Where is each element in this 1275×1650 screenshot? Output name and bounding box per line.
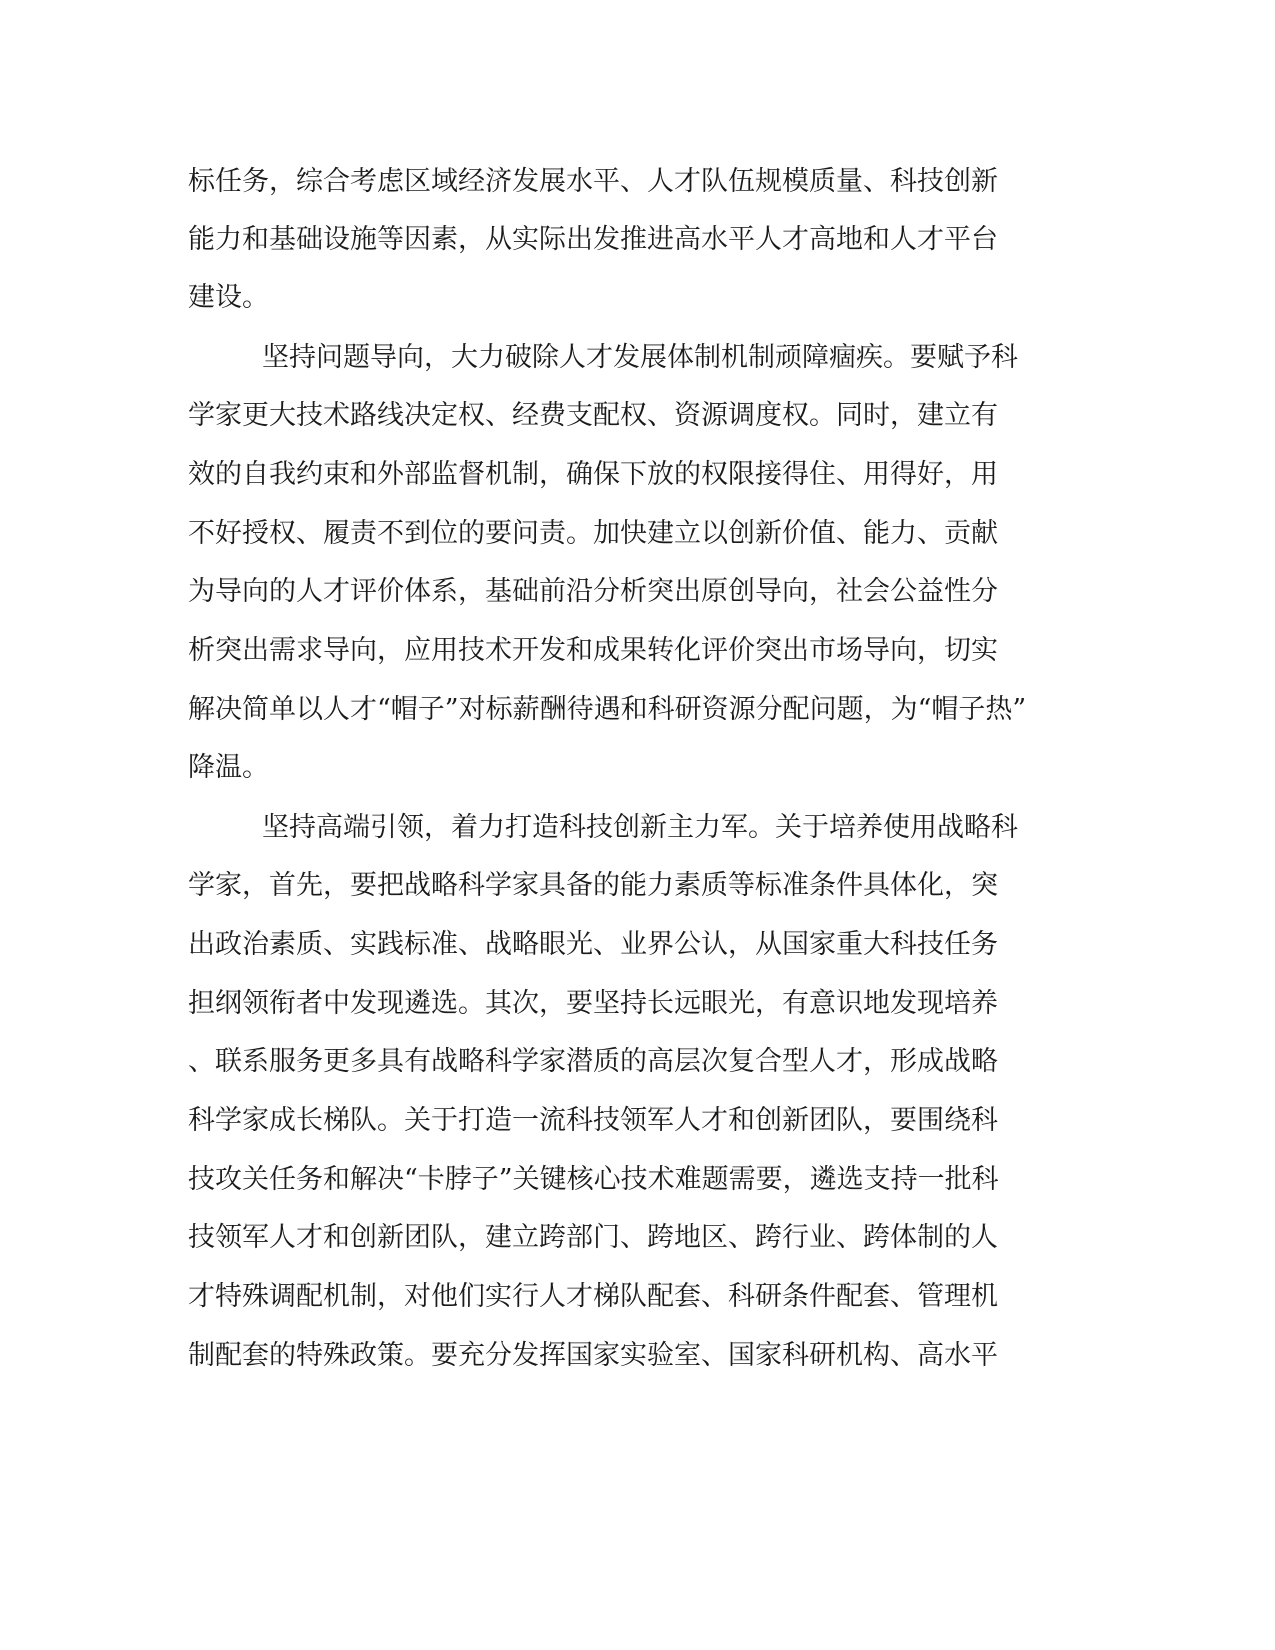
text-line: 才特殊调配机制，对他们实行人才梯队配套、科研条件配套、管理机 <box>188 1281 998 1312</box>
text-line: 技领军人才和创新团队，建立跨部门、跨地区、跨行业、跨体制的人 <box>188 1222 998 1253</box>
text-line: 担纲领衔者中发现遴选。其次，要坚持长远眼光，有意识地发现培养 <box>188 988 998 1019</box>
paragraph-first-line: 坚持问题导向，大力破除人才发展体制机制顽障痼疾。要赋予科 <box>262 342 1018 373</box>
text-line: 学家更大技术路线决定权、经费支配权、资源调度权。同时，建立有 <box>188 400 998 431</box>
text-line: 建设。 <box>188 282 269 313</box>
text-line: 降温。 <box>188 752 269 783</box>
text-line: 技攻关任务和解决“卡脖子”关键核心技术难题需要，遴选支持一批科 <box>188 1164 999 1195</box>
text-line: 能力和基础设施等因素，从实际出发推进高水平人才高地和人才平台 <box>188 224 998 255</box>
text-line: 为导向的人才评价体系，基础前沿分析突出原创导向，社会公益性分 <box>188 576 998 607</box>
paragraph-first-line: 坚持高端引领，着力打造科技创新主力军。关于培养使用战略科 <box>262 812 1018 843</box>
text-line: 、联系服务更多具有战略科学家潜质的高层次复合型人才，形成战略 <box>188 1046 998 1077</box>
text-line: 标任务，综合考虑区域经济发展水平、人才队伍规模质量、科技创新 <box>188 166 998 197</box>
text-line: 不好授权、履责不到位的要问责。加快建立以创新价值、能力、贡献 <box>188 518 998 549</box>
text-line: 出政治素质、实践标准、战略眼光、业界公认，从国家重大科技任务 <box>188 929 998 960</box>
text-line: 解决简单以人才“帽子”对标薪酬待遇和科研资源分配问题，为“帽子热” <box>188 694 1027 725</box>
text-line: 制配套的特殊政策。要充分发挥国家实验室、国家科研机构、高水平 <box>188 1340 998 1371</box>
text-line: 效的自我约束和外部监督机制，确保下放的权限接得住、用得好，用 <box>188 459 998 490</box>
text-line: 学家，首先，要把战略科学家具备的能力素质等标准条件具体化，突 <box>188 870 998 901</box>
text-line: 析突出需求导向，应用技术开发和成果转化评价突出市场导向，切实 <box>188 635 998 666</box>
text-line: 科学家成长梯队。关于打造一流科技领军人才和创新团队，要围绕科 <box>188 1105 998 1136</box>
